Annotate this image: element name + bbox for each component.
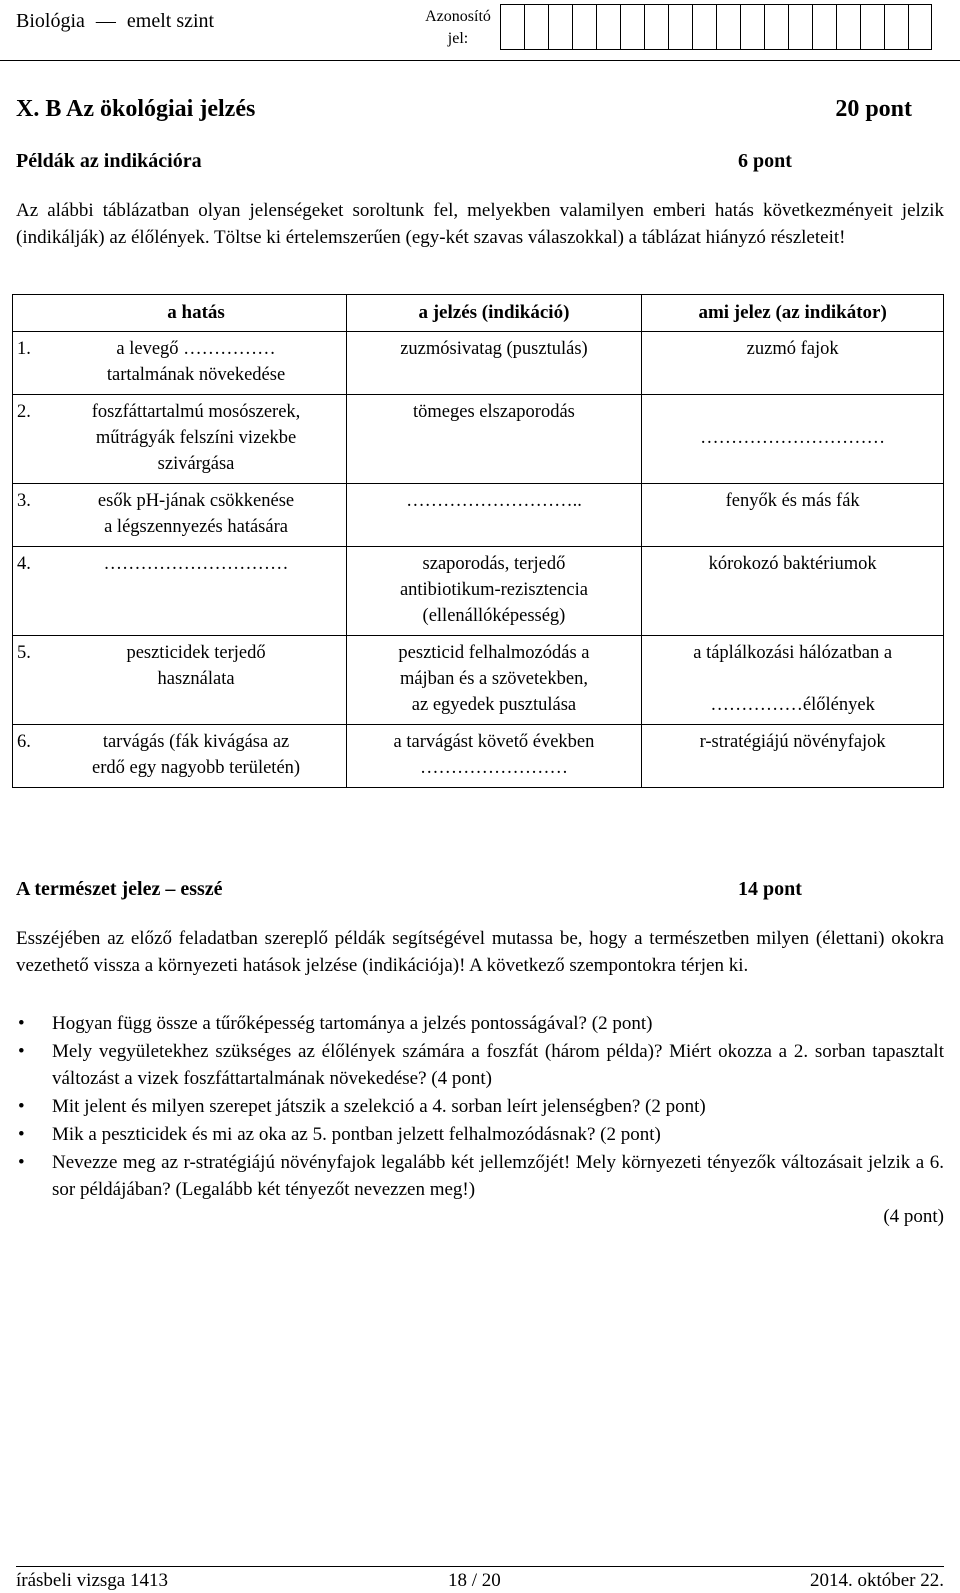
- essay-question: [18, 1010, 944, 1037]
- row-number: 1.: [13, 332, 47, 395]
- table-row: [13, 395, 944, 484]
- table-row: [13, 636, 944, 725]
- id-digit-box[interactable]: [596, 4, 620, 50]
- cell-indicator-line: r-stratégiájú növényfajok: [699, 732, 886, 752]
- bullet-icon: •: [18, 1041, 25, 1062]
- id-label: Azonosító jel:: [425, 8, 491, 47]
- footer-rule: [16, 1566, 944, 1567]
- cell-indicator[interactable]: [642, 636, 944, 725]
- cell-signal-line: ……………………: [419, 758, 568, 778]
- cell-effect-line: a légszennyezés hatására: [104, 517, 288, 537]
- task-points: 6 pont: [738, 150, 792, 172]
- cell-signal: [346, 636, 642, 725]
- cell-indicator-line: ……………élőlények: [710, 695, 875, 715]
- id-digit-box[interactable]: [860, 4, 884, 50]
- essay-instructions: Esszéjében az előző feladatban szereplő példák segítségével mutassa be, hogy a természetben milyen (élettani) okokra vezethető vissza a környezeti hatások jelzése (indikációja)! A következő szempontokra térjen ki.: [16, 928, 944, 976]
- row-number: 5.: [13, 636, 47, 725]
- essay-question: [18, 1093, 944, 1120]
- header-title: [16, 10, 214, 33]
- cell-indicator-line: a táplálkozási hálózatban a: [693, 643, 893, 663]
- cell-effect-line: erdő egy nagyobb területén): [92, 758, 301, 778]
- id-digit-box[interactable]: [668, 4, 692, 50]
- essay-question: [18, 1149, 944, 1230]
- task-instructions: Az alábbi táblázatban olyan jelenségeket soroltunk fel, melyekben valamilyen emberi hatás következményeit jelzik (indikálják) az élőlények. Töltse ki értelemszerűen (egy-két szavas válaszokkal) a táblázat hiányzó részleteit!: [16, 200, 944, 248]
- table-header-indicator: ami jelez (az indikátor): [642, 295, 944, 332]
- cell-effect[interactable]: [46, 332, 346, 395]
- essay-question-text: Mely vegyületekhez szükséges az élőlények számára a foszfát (három példa)? Miért okozza a 2. sorban tapasztalt változást a vizek foszfáttartalmának növekedése? (4 pont): [52, 1041, 944, 1089]
- header-level: emelt szint: [126, 10, 215, 32]
- row-number: 3.: [13, 484, 47, 547]
- footer-exam-code: írásbeli vizsga 1413: [16, 1570, 168, 1591]
- header-rule: [0, 60, 960, 61]
- cell-signal[interactable]: [346, 725, 642, 788]
- table-header-effect: a hatás: [46, 295, 346, 332]
- id-boxes: [500, 4, 932, 50]
- header-dash: —: [95, 10, 116, 32]
- cell-indicator: [642, 484, 944, 547]
- id-digit-box[interactable]: [620, 4, 644, 50]
- cell-effect[interactable]: [46, 547, 346, 636]
- cell-signal-line: peszticid felhalmozódás a: [398, 643, 590, 663]
- cell-signal[interactable]: [346, 484, 642, 547]
- cell-indicator-line: [646, 399, 939, 425]
- header-subject: Biológia: [16, 10, 85, 32]
- cell-effect-line: szivárgása: [157, 454, 235, 474]
- cell-indicator[interactable]: [642, 395, 944, 484]
- essay-question-points: (4 pont): [883, 1206, 944, 1227]
- cell-effect: [46, 395, 346, 484]
- indication-table: [12, 294, 944, 788]
- cell-effect-line: …………………………: [103, 554, 289, 574]
- cell-indicator-line: zuzmó fajok: [746, 339, 839, 359]
- cell-signal-line: antibiotikum-rezisztencia: [399, 580, 588, 600]
- essay-question-list: [16, 1010, 944, 1231]
- cell-signal-line: (ellenállóképesség): [422, 606, 566, 626]
- cell-effect: [46, 636, 346, 725]
- essay-question-text: Nevezze meg az r-stratégiájú növényfajok legalább két jellemzőjét! Mely környezeti tényezők változásait jelzik a 6. sor példájában? (Legalább két tényezőt nevezzen meg!): [52, 1152, 944, 1200]
- cell-signal-line: tömeges elszaporodás: [413, 402, 575, 422]
- bullet-icon: •: [18, 1096, 25, 1117]
- table-body: [13, 332, 944, 788]
- cell-signal-line: szaporodás, terjedő: [422, 554, 566, 574]
- cell-indicator: [642, 332, 944, 395]
- table-row: [13, 725, 944, 788]
- cell-effect-line: használata: [157, 669, 235, 689]
- id-digit-box[interactable]: [812, 4, 836, 50]
- cell-signal: [346, 332, 642, 395]
- id-digit-box[interactable]: [764, 4, 788, 50]
- essay-question-text: Hogyan függ össze a tűrőképesség tartománya a jelzés pontosságával? (2 pont): [52, 1013, 653, 1034]
- section-points: 20 pont: [835, 96, 912, 122]
- row-number: 6.: [13, 725, 47, 788]
- id-digit-box[interactable]: [548, 4, 572, 50]
- table-row: [13, 484, 944, 547]
- cell-signal-line: ………………………..: [406, 491, 582, 511]
- id-digit-box[interactable]: [788, 4, 812, 50]
- table-header-row: [13, 295, 944, 332]
- cell-effect-line: tarvágás (fák kivágása az: [102, 732, 290, 752]
- essay-question: [18, 1121, 944, 1148]
- essay-points: 14 pont: [738, 878, 802, 900]
- cell-indicator-line: …………………………: [700, 428, 886, 448]
- id-digit-box[interactable]: [836, 4, 860, 50]
- essay-question-text: Mit jelent és milyen szerepet játszik a szelekció a 4. sorban leírt jelenségben? (2 pont): [52, 1096, 706, 1117]
- footer-date: 2014. október 22.: [809, 1570, 944, 1591]
- cell-effect-line: műtrágyák felszíni vizekbe: [95, 428, 297, 448]
- footer-page-number: 18 / 20: [448, 1570, 501, 1591]
- cell-effect: [46, 725, 346, 788]
- cell-signal-line: az egyedek pusztulása: [411, 695, 577, 715]
- cell-effect: [46, 484, 346, 547]
- bullet-icon: •: [18, 1124, 25, 1145]
- id-digit-box[interactable]: [644, 4, 668, 50]
- cell-effect-line: foszfáttartalmú mosószerek,: [91, 402, 301, 422]
- id-digit-box[interactable]: [500, 4, 524, 50]
- table-header-num: [13, 295, 47, 332]
- id-digit-box[interactable]: [524, 4, 548, 50]
- cell-indicator: [642, 547, 944, 636]
- id-digit-box[interactable]: [572, 4, 596, 50]
- cell-effect-line: peszticidek terjedő: [126, 643, 266, 663]
- cell-indicator-line: [646, 666, 939, 692]
- cell-signal-line: májban és a szövetekben,: [399, 669, 588, 689]
- essay-question-text: Mik a peszticidek és mi az oka az 5. pontban jelzett felhalmozódásnak? (2 pont): [52, 1124, 661, 1145]
- cell-signal: [346, 547, 642, 636]
- bullet-icon: •: [18, 1152, 25, 1173]
- id-digit-box[interactable]: [716, 4, 740, 50]
- cell-signal-line: a tarvágást követő években: [393, 732, 595, 752]
- id-digit-box[interactable]: [908, 4, 932, 50]
- cell-signal: [346, 395, 642, 484]
- cell-signal-line: zuzmósivatag (pusztulás): [400, 339, 588, 359]
- id-digit-box[interactable]: [884, 4, 908, 50]
- cell-indicator-line: fenyők és más fák: [725, 491, 860, 511]
- cell-indicator-line: kórokozó baktériumok: [708, 554, 877, 574]
- essay-title: A természet jelez – esszé: [16, 878, 223, 900]
- id-digit-box[interactable]: [692, 4, 716, 50]
- table-row: [13, 547, 944, 636]
- page-header: [0, 0, 960, 60]
- cell-effect-line: a levegő ……………: [116, 339, 276, 359]
- cell-effect-line: esők pH-jának csökkenése: [97, 491, 295, 511]
- section-title: X. B Az ökológiai jelzés: [16, 96, 256, 122]
- table-row: [13, 332, 944, 395]
- essay-question: [18, 1038, 944, 1092]
- id-digit-box[interactable]: [740, 4, 764, 50]
- cell-effect-line: tartalmának növekedése: [106, 365, 286, 385]
- cell-indicator: [642, 725, 944, 788]
- task-title: Példák az indikációra: [16, 150, 202, 172]
- table-header-signal: a jelzés (indikáció): [346, 295, 642, 332]
- row-number: 4.: [13, 547, 47, 636]
- row-number: 2.: [13, 395, 47, 484]
- bullet-icon: •: [18, 1013, 25, 1034]
